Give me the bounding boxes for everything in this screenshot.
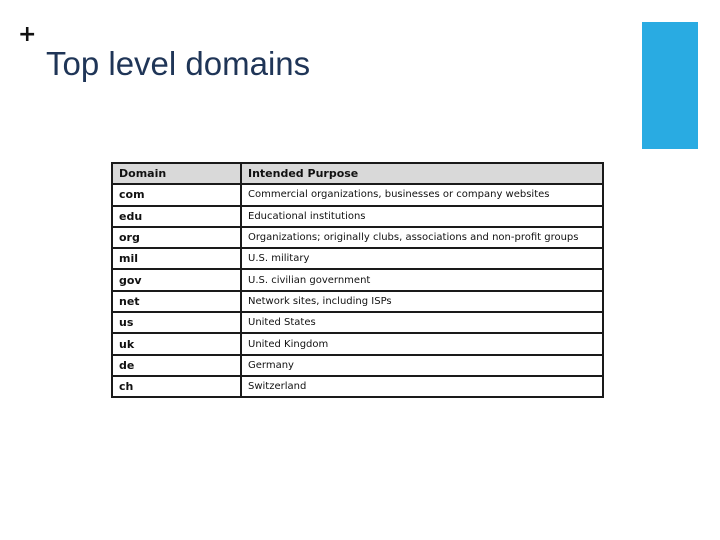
table-header-row [112,163,603,184]
purpose-cell: U.S. military [241,248,603,269]
table-row [112,248,603,269]
purpose-cell: Germany [241,355,603,376]
table-row [112,355,603,376]
table-row [112,333,603,354]
purpose-cell: Organizations; originally clubs, associations and non-profit groups [241,227,603,248]
purpose-cell: Educational institutions [241,206,603,227]
purpose-cell: United Kingdom [241,333,603,354]
domain-cell: com [112,184,241,205]
accent-bar [642,22,698,149]
table-row [112,291,603,312]
plus-mark: + [18,22,37,47]
table-row [112,312,603,333]
domains-table [111,162,604,398]
purpose-cell: United States [241,312,603,333]
header-intended-purpose: Intended Purpose [241,163,603,184]
header-domain: Domain [112,163,241,184]
domain-cell: gov [112,269,241,290]
slide-title: Top level domains [46,45,311,82]
table-row [112,184,603,205]
domain-cell: edu [112,206,241,227]
domain-cell: net [112,291,241,312]
table-row [112,206,603,227]
purpose-cell: U.S. civilian government [241,269,603,290]
purpose-cell: Commercial organizations, businesses or company websites [241,184,603,205]
table-row [112,227,603,248]
domain-cell: uk [112,333,241,354]
table-row [112,376,603,397]
purpose-cell: Switzerland [241,376,603,397]
table-row [112,269,603,290]
purpose-cell: Network sites, including ISPs [241,291,603,312]
domain-cell: ch [112,376,241,397]
domain-cell: us [112,312,241,333]
domain-cell: org [112,227,241,248]
domain-cell: mil [112,248,241,269]
domain-cell: de [112,355,241,376]
